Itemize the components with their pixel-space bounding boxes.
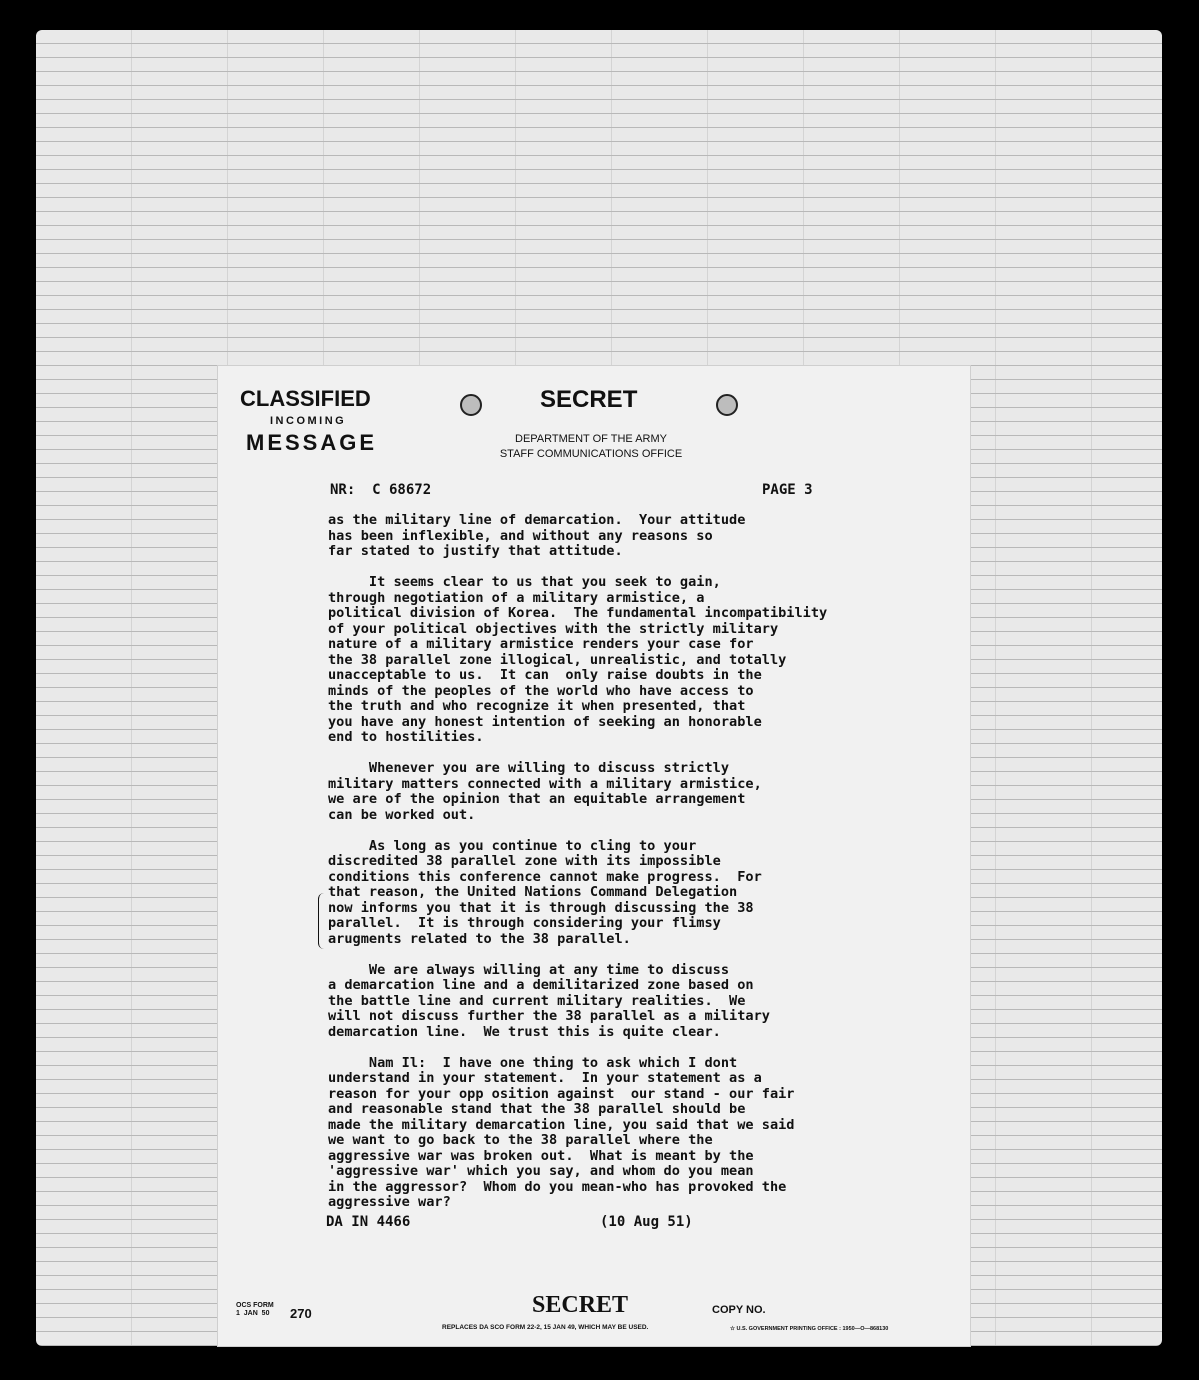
paragraph: As long as you continue to cling to your discredited 38 parallel zone with its impossible conditions this conference cannot make progress. For that reason, the United Nations Command Delegation now informs you that it is through discussing the 38 parallel. It is through considering your flimsy arugments related to the 38 parallel. <box>328 837 762 947</box>
message-date: (10 Aug 51) <box>600 1214 693 1230</box>
message-body <box>328 513 928 1211</box>
paragraph: as the military line of demarcation. Your attitude has been inflexible, and without any reasons so far stated to justify that attitude. <box>328 512 746 559</box>
ocs-form-label: OCS FORM 1 JAN 50 <box>236 1302 274 1317</box>
message-number: NR: C 68672 <box>330 482 432 498</box>
margin-bracket-mark <box>318 893 325 949</box>
incoming-label: INCOMING <box>270 415 347 427</box>
punch-hole-right <box>716 394 738 416</box>
paragraph: We are always willing at any time to discuss a demarcation line and a demilitarized zone based on the battle line and current military realities. We will not discuss further the 38 parallel as a military demarcation line. We trust this is quite clear. <box>328 961 770 1040</box>
replaces-note: REPLACES DA SCO FORM 22-2, 15 JAN 49, WHICH MAY BE USED. <box>442 1324 649 1331</box>
paragraph: Nam Il: I have one thing to ask which I dont understand in your statement. In your statement as a reason for your opp osition against our stand - our fair and reasonable stand that the 38 parallel should be made the military demarcation line, you said that we said we want to go back to the 38 parallel where the aggressive war was broken out. What is meant by the 'aggressive war' which you say, and whom do you mean in the aggressor? Whom do you mean-who has provoked the aggressive war? <box>328 1054 795 1210</box>
page-number: PAGE 3 <box>762 482 813 498</box>
printing-office-note: ☆ U.S. GOVERNMENT PRINTING OFFICE : 1950—O—868130 <box>730 1326 889 1332</box>
paragraph: It seems clear to us that you seek to gain, through negotiation of a military armistice, a political division of Korea. The fundamental incompatibility of your political objectives with the strictly military nature of a military armistice renders your case for the 38 parallel zone illogical, unrealistic, and totally unacceptable to us. It can only raise doubts in the minds of the peoples of the world who have access to the truth and who recognize it when presented, that you have any honest intention of seeking an honorable end to hostilities. <box>328 574 828 745</box>
paragraph: Whenever you are willing to discuss strictly military matters connected with a military armistice, we are of the opinion that an equitable arrangement can be worked out. <box>328 760 762 823</box>
punch-hole-left <box>460 394 482 416</box>
classified-heading: CLASSIFIED <box>240 386 371 411</box>
copy-number-label: COPY NO. <box>712 1304 766 1316</box>
da-reference: DA IN 4466 <box>326 1214 411 1230</box>
department-name: DEPARTMENT OF THE ARMY <box>515 433 667 445</box>
secret-marking-bottom: SECRET <box>532 1292 629 1318</box>
form-number: 270 <box>290 1306 312 1321</box>
classified-message-form <box>218 366 970 1346</box>
secret-marking-top: SECRET <box>540 386 638 413</box>
message-heading: MESSAGE <box>246 430 378 455</box>
department-block <box>496 432 686 462</box>
office-name: STAFF COMMUNICATIONS OFFICE <box>499 448 683 460</box>
